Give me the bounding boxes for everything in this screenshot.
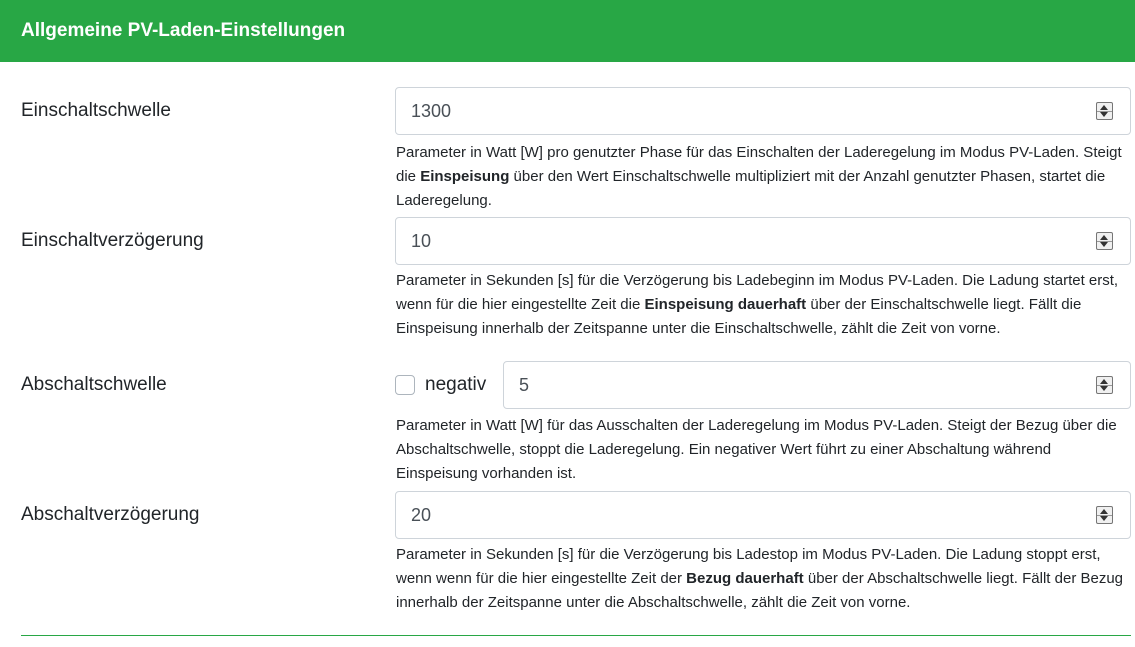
einschaltschwelle-input[interactable] xyxy=(395,87,1131,135)
setting-label: Abschaltverzögerung xyxy=(21,504,200,525)
setting-label: Einschaltverzögerung xyxy=(21,230,204,251)
abschaltschwelle-input[interactable] xyxy=(503,361,1131,409)
setting-label: Abschaltschwelle xyxy=(21,374,167,395)
abschaltverzoegerung-input[interactable] xyxy=(395,491,1131,539)
input-value: 5 xyxy=(519,374,530,395)
input-value: 20 xyxy=(411,504,432,525)
card-header xyxy=(0,0,1135,62)
input-value: 1300 xyxy=(411,100,452,121)
setting-label: Einschaltschwelle xyxy=(21,100,171,121)
number-spinner-icon[interactable] xyxy=(1096,102,1113,120)
setting-help-text xyxy=(396,141,1134,213)
help-text-segment: über der Abschaltschwelle liegt. Fällt der Bezug innerhalb der Zeitspanne unter die Abschaltschwelle, zählt die Zeit von vorne. xyxy=(396,570,1124,611)
einschaltverzoegerung-input[interactable] xyxy=(395,217,1131,265)
number-spinner-icon[interactable] xyxy=(1096,232,1113,250)
negativ-checkbox[interactable] xyxy=(395,375,415,395)
number-spinner-icon[interactable] xyxy=(1096,376,1113,394)
help-text-segment: Parameter in Sekunden [s] für die Verzögerung bis Ladebeginn im Modus PV-Laden. Die Ladung startet erst, wenn für die hier eingestellte Zeit die xyxy=(396,272,1119,313)
help-text-segment: Parameter in Watt [W] pro genutzter Phase für das Einschalten der Laderegelung im Modus PV-Laden. Steigt die xyxy=(396,144,1122,185)
section-divider xyxy=(21,635,1131,636)
help-text-segment: über der Einschaltschwelle liegt. Fällt die Einspeisung innerhalb der Zeitspanne unter die Einschaltschwelle, zählt die Zeit von vorne. xyxy=(396,296,1082,337)
card-title: Allgemeine PV-Laden-Einstellungen xyxy=(21,20,346,41)
setting-help-text xyxy=(396,414,1134,486)
number-spinner-icon[interactable] xyxy=(1096,506,1113,524)
help-emphasis: Einspeisung dauerhaft xyxy=(644,296,807,313)
help-emphasis: Bezug dauerhaft xyxy=(686,570,804,587)
help-text-segment: Parameter in Sekunden [s] für die Verzögerung bis Ladestop im Modus PV-Laden. Die Ladung stoppt erst, wenn wenn für die hier eingestellte Zeit der xyxy=(396,546,1101,587)
help-text-segment: über den Wert Einschaltschwelle multipliziert mit der Anzahl genutzter Phasen, startet die Laderegelung. xyxy=(396,168,1106,209)
setting-help-text xyxy=(396,543,1134,615)
help-emphasis: Einspeisung xyxy=(420,168,510,185)
negativ-checkbox-label[interactable]: negativ xyxy=(425,374,487,395)
input-value: 10 xyxy=(411,230,432,251)
help-text-segment: Parameter in Watt [W] für das Ausschalten der Laderegelung im Modus PV-Laden. Steigt der Bezug über die Abschaltschwelle, stoppt die Laderegelung. Ein negativer Wert führt zu einer Abschaltung während Einspeisung vorhanden ist. xyxy=(396,417,1117,482)
setting-help-text xyxy=(396,269,1134,341)
